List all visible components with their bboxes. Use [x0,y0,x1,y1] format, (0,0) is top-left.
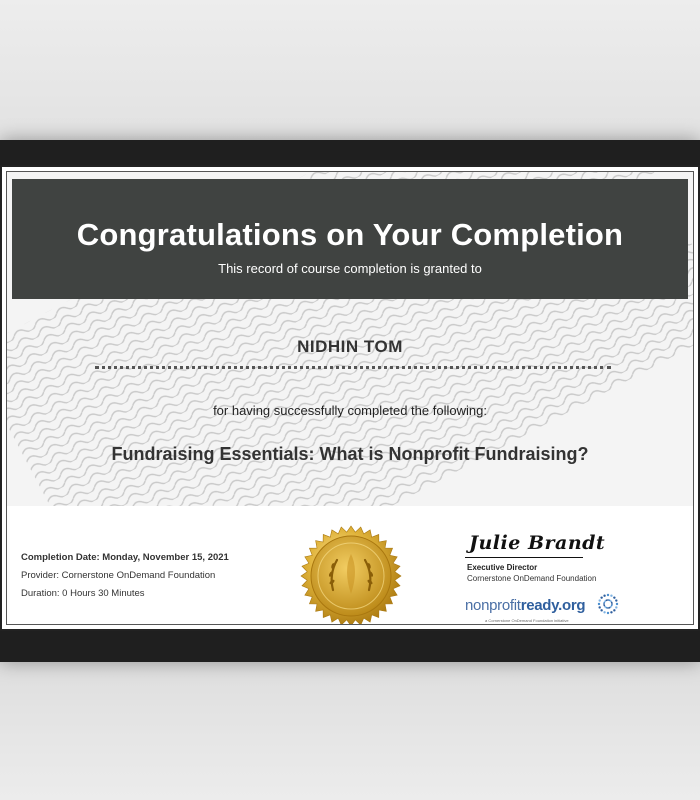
certificate-subtitle: This record of course completion is granted to [218,261,482,276]
completion-statement: for having successfully completed the following: [213,403,487,418]
header-band [12,179,688,299]
signature: Julie Brandt [469,532,606,554]
course-title: Fundraising Essentials: What is Nonprofit Fundraising? [111,444,589,464]
provider: Provider: Cornerstone OnDemand Foundation [21,570,216,581]
dots-burst-icon [597,593,619,615]
logo-tagline: a Cornerstone OnDemand Foundation initiative [485,618,569,623]
certificate [0,165,700,631]
signature-line [465,557,583,558]
page-background-top [0,0,700,140]
gold-seal-icon [299,524,403,625]
logo-text-bold: ready.org [520,597,586,614]
signatory-title: Executive Director [467,563,538,572]
logo-text-light: nonprofit [465,597,521,614]
certificate-title: Congratulations on Your Completion [76,217,624,252]
name-underline [95,366,611,369]
nonprofitready-logo [465,597,585,614]
duration: Duration: 0 Hours 30 Minutes [21,588,145,599]
recipient-name: NIDHIN TOM [297,337,403,356]
signatory-organization: Cornerstone OnDemand Foundation [467,574,597,583]
completion-details [21,549,229,603]
completion-date: Completion Date: Monday, November 15, 2021 [21,552,229,563]
page-background-bottom [0,660,700,800]
certificate-inner [6,171,694,625]
